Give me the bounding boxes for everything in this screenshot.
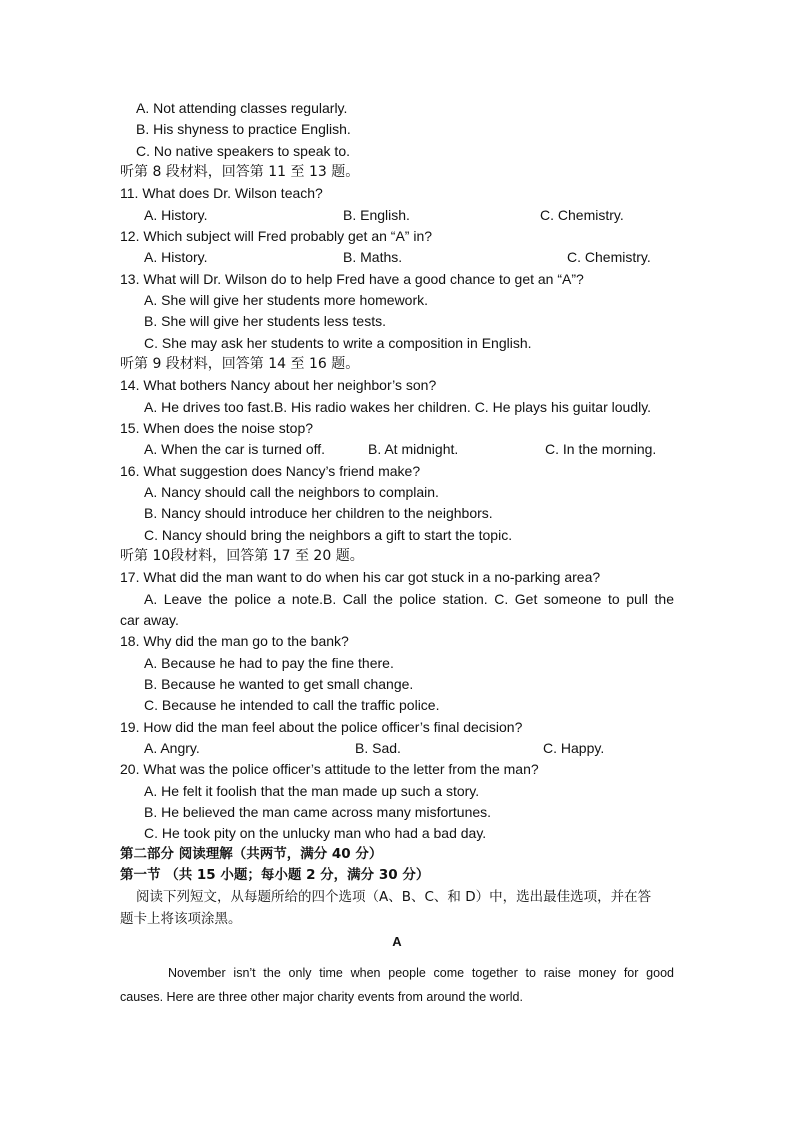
question-19: 19. How did the man feel about the police officer’s final decision?	[120, 719, 523, 735]
q18-option-a: A. Because he had to pay the fine there.	[144, 655, 394, 671]
part-2-heading: 第二部分 阅读理解（共两节，满分 40 分）	[120, 846, 383, 862]
question-20: 20. What was the police officer’s attitude to the letter from the man?	[120, 761, 539, 777]
q13-option-c: C. She may ask her students to write a composition in English.	[144, 335, 532, 351]
question-11: 11. What does Dr. Wilson teach?	[120, 185, 323, 201]
section-9-heading: 听第 9 段材料，回答第 14 至 16 题。	[120, 356, 360, 372]
q15-option-c: C. In the morning.	[545, 441, 657, 457]
question-17: 17. What did the man want to do when his car got stuck in a no-parking area?	[120, 569, 601, 585]
passage-label: A	[392, 934, 402, 949]
q14-options: A. He drives too fast.B. His radio wakes her children. C. He plays his guitar loudly.	[144, 399, 652, 415]
q20-option-b: B. He believed the man came across many misfortunes.	[144, 804, 492, 820]
q12-option-a: A. History.	[144, 249, 208, 265]
q16-option-c: C. Nancy should bring the neighbors a gift to start the topic.	[144, 527, 513, 543]
q20-option-c: C. He took pity on the unlucky man who had a bad day.	[144, 825, 487, 841]
q10-option-a: A. Not attending classes regularly.	[136, 100, 348, 116]
instructions-line1: 阅读下列短文，从每题所给的四个选项（A、B、C、和 D）中，选出最佳选项，并在答	[136, 889, 652, 905]
section-8-heading: 听第 8 段材料，回答第 11 至 13 题。	[120, 164, 360, 180]
part-2-section-1-heading: 第一节 （共 15 小题；每小题 2 分，满分 30 分）	[120, 867, 430, 883]
q12-option-c: C. Chemistry.	[567, 249, 651, 265]
q15-option-a: A. When the car is turned off.	[144, 441, 326, 457]
q17-options-line1: A. Leave the police a note.B. Call the police station. C. Get someone to pull the	[144, 591, 674, 607]
question-14: 14. What bothers Nancy about her neighbor’s son?	[120, 377, 437, 393]
q15-option-b: B. At midnight.	[368, 441, 459, 457]
q10-option-c: C. No native speakers to speak to.	[136, 143, 350, 159]
q12-option-b: B. Maths.	[343, 249, 403, 265]
q16-option-a: A. Nancy should call the neighbors to complain.	[144, 484, 439, 500]
q10-option-b: B. His shyness to practice English.	[136, 121, 351, 137]
section-10-heading: 听第 10段材料，回答第 17 至 20 题。	[120, 548, 364, 564]
q17-options-line2: car away.	[120, 612, 179, 628]
passage-line1: November isn’t the only time when people come together to raise money for good	[168, 966, 674, 980]
q18-option-b: B. Because he wanted to get small change.	[144, 676, 414, 692]
q13-option-a: A. She will give her students more homework.	[144, 292, 429, 308]
q11-option-b: B. English.	[343, 207, 410, 223]
q11-option-a: A. History.	[144, 207, 208, 223]
question-12: 12. Which subject will Fred probably get an “A” in?	[120, 228, 433, 244]
q18-option-c: C. Because he intended to call the traffic police.	[144, 697, 440, 713]
q19-option-b: B. Sad.	[355, 740, 401, 756]
passage-line2: causes. Here are three other major charity events from around the world.	[120, 990, 523, 1004]
instructions-line2: 题卡上将该项涂黑。	[120, 911, 242, 927]
q19-option-c: C. Happy.	[543, 740, 605, 756]
q16-option-b: B. Nancy should introduce her children to the neighbors.	[144, 505, 493, 521]
q11-option-c: C. Chemistry.	[540, 207, 624, 223]
q13-option-b: B. She will give her students less tests.	[144, 313, 386, 329]
question-13: 13. What will Dr. Wilson do to help Fred have a good chance to get an “A”?	[120, 271, 584, 287]
q19-option-a: A. Angry.	[144, 740, 200, 756]
question-16: 16. What suggestion does Nancy’s friend make?	[120, 463, 421, 479]
q20-option-a: A. He felt it foolish that the man made up such a story.	[144, 783, 480, 799]
question-18: 18. Why did the man go to the bank?	[120, 633, 349, 649]
question-15: 15. When does the noise stop?	[120, 420, 314, 436]
